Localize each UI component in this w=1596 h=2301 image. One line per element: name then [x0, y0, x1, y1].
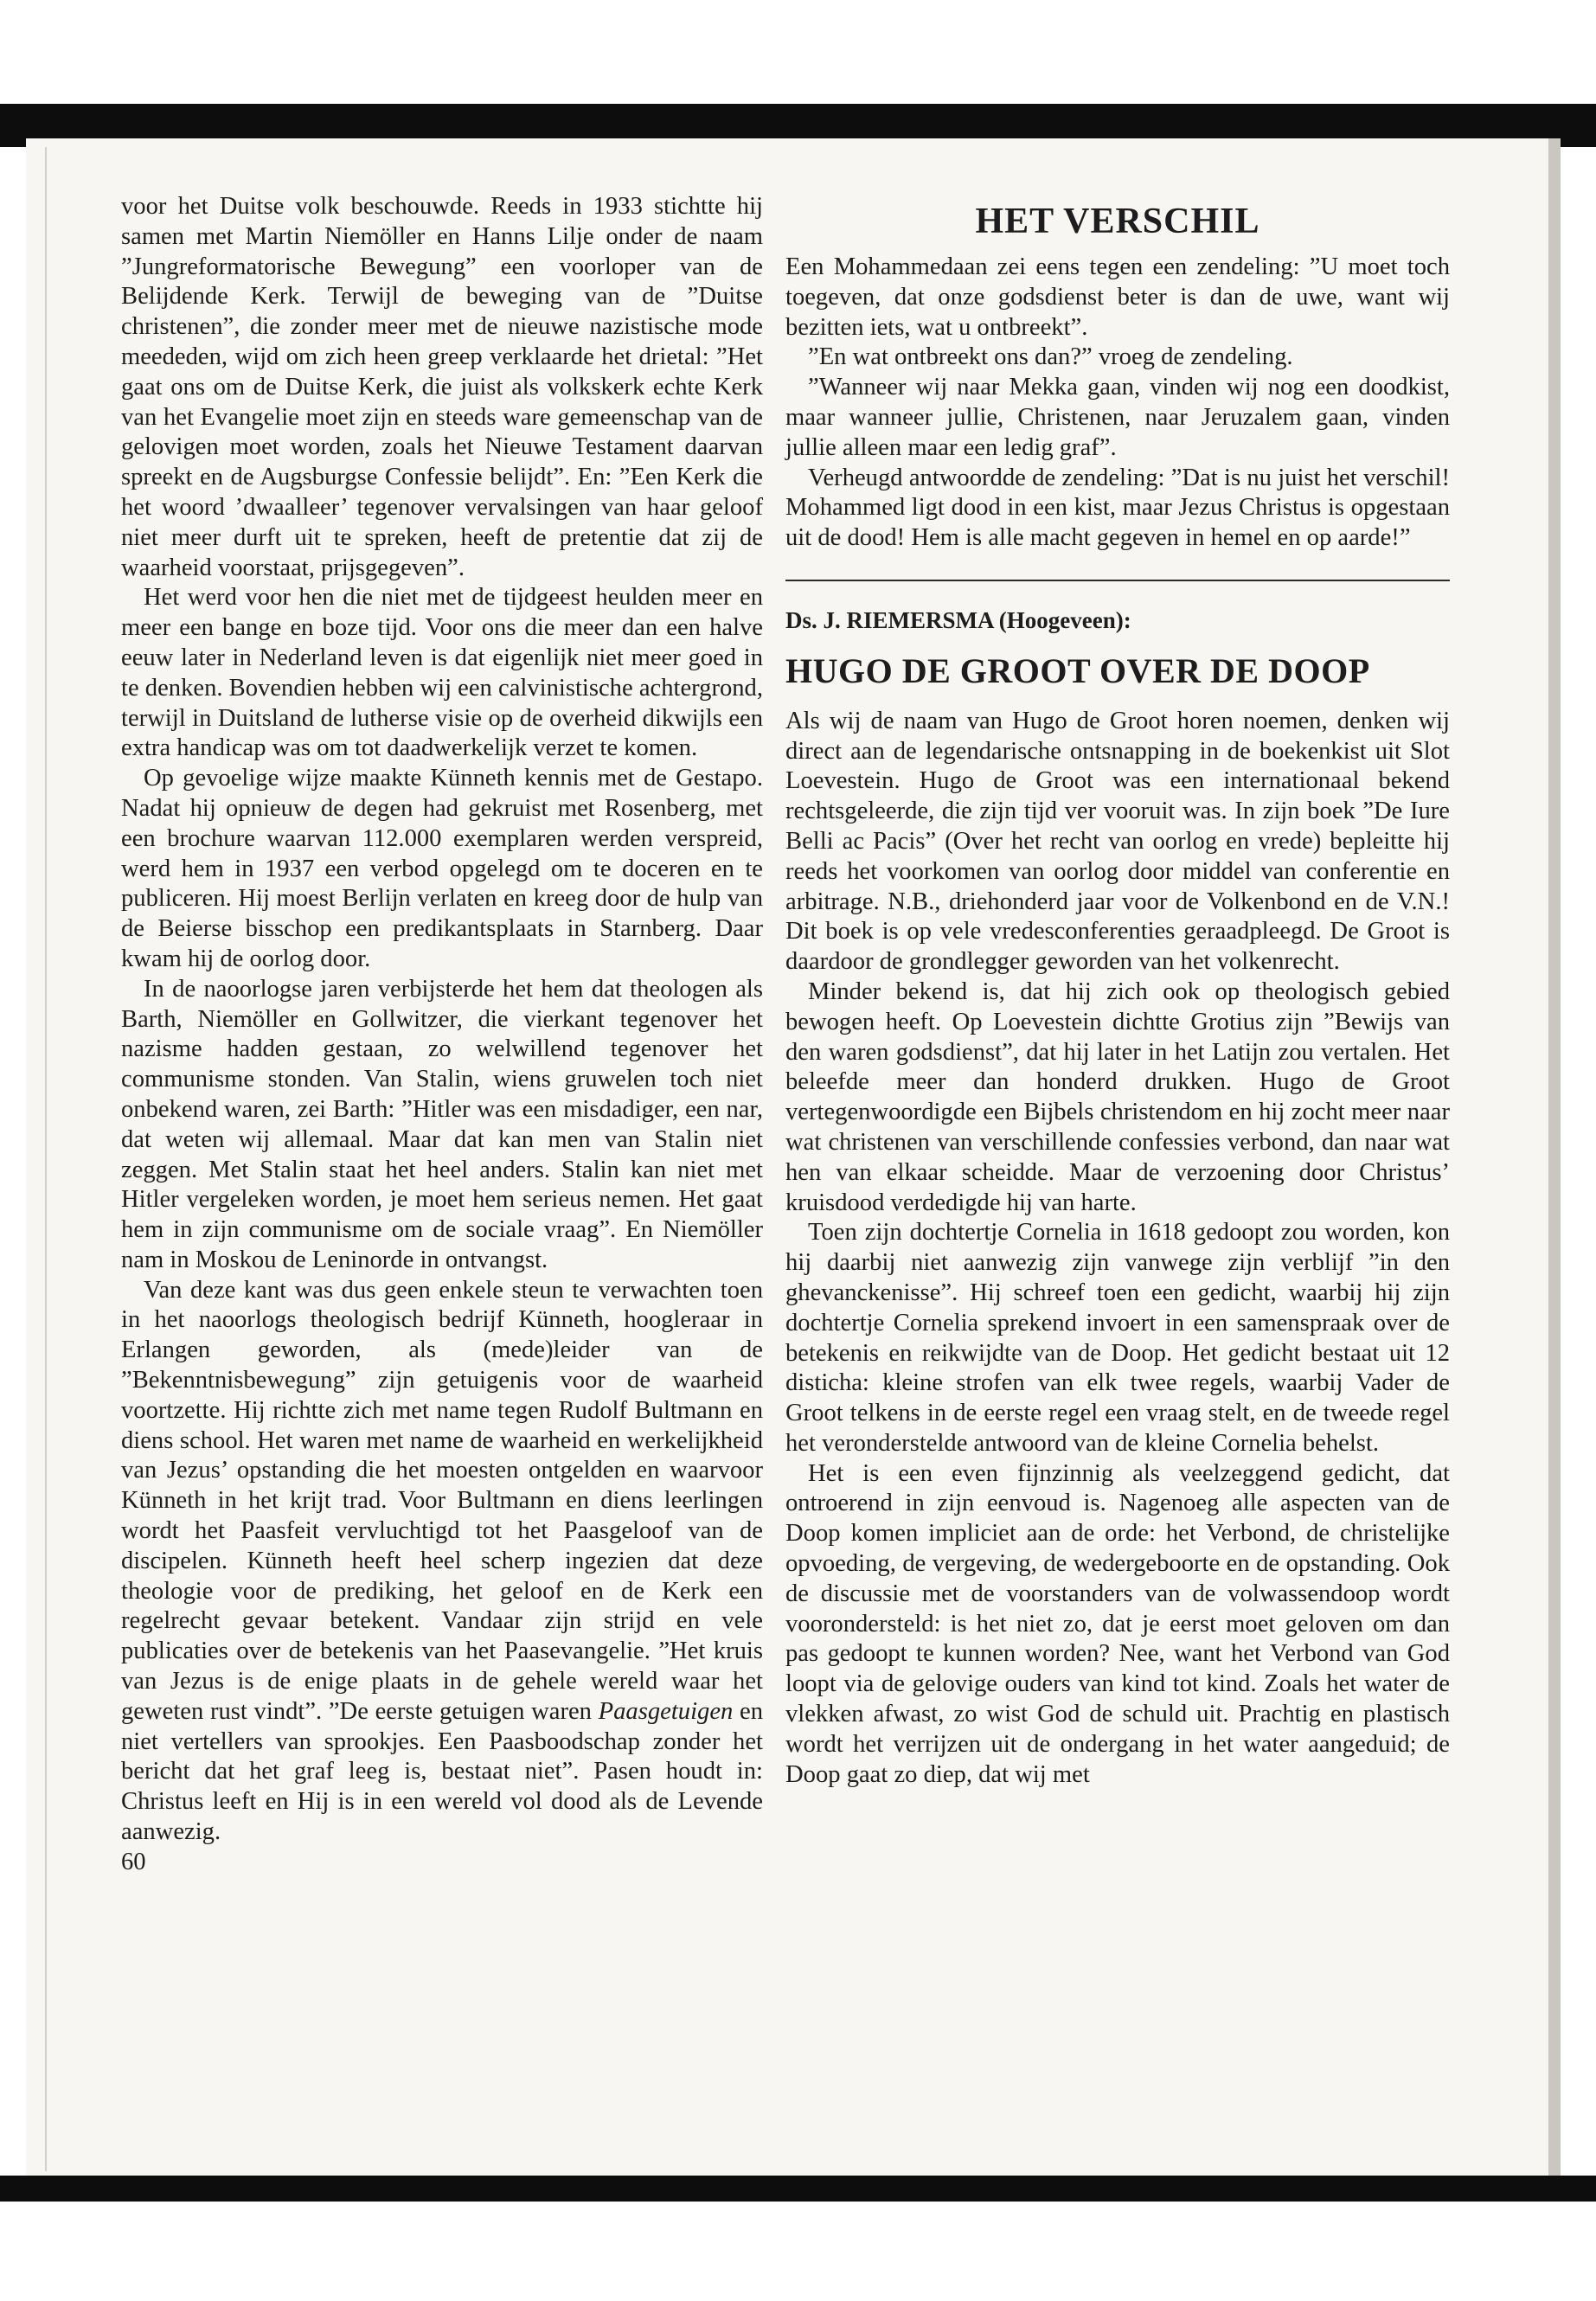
verschil-paragraph-1: Een Mohammedaan zei eens tegen een zendeling: ”U moet toch toegeven, dat onze godsdienst beter is dan de uwe, want wij bezitten iets, wat u ontbreekt”. — [785, 253, 1450, 341]
hugo-paragraph-2: Minder bekend is, dat hij zich ook op theologisch gebied bewogen heeft. Op Loevestein dichtte Grotius zijn ”Bewijs van den waren godsdienst”, dat hij later in het Latijn zou vertalen. Het beleefde meer dan honderd drukken. Hugo de Groot vertegenwoordigde een Bijbels christendom en hij zocht meer naar wat christenen van verschillende confessies verbond, dan naar wat hen van elkaar scheidde. Maar de verzoening door Christus’ kruisdood verdedigde hij van harte. — [785, 977, 1450, 1216]
left-paragraph-2: Het werd voor hen die niet met de tijdgeest heulden meer en meer een bange en boze tijd. Voor ons die meer dan een halve eeuw later in Nederland leven is dat eigenlijk niet meer goed in te denken. Bovendien hebben wij een calvinistische achtergrond, terwijl in Duitsland de lutherse visie op de overheid dikwijls een extra handicap was om tot daadwerkelijk verzet te komen. — [121, 584, 763, 762]
heading-het-verschil: HET VERSCHIL — [975, 202, 1260, 241]
italic-paasgetuigen: Paasgetuigen — [598, 1697, 734, 1725]
left-paragraph-5-text: Van deze kant was dus geen enkele steun te verwachten toen in het naoorlogs theologisch bedrijf Künneth, hoogleraar in Erlangen geworden, als (mede)leider van de ”Bekenntnisbewegung” zijn getuigenis voor de waarheid voortzette. Hij richtte zich met name tegen Rudolf Bultmann en diens school. Het waren met name de waarheid en werkelijkheid van Jezus’ opstanding die het moesten ontgelden en waarvoor Künneth in het krijt trad. Voor Bultmann en diens leerlingen wordt het Paasfeit vervluchtigd tot het Paasgeloof van de discipelen. Künneth heeft heel scherp ingezien dat deze theologie voor de prediking, het geloof en de Kerk een regelrecht gevaar betekent. Vandaar zijn strijd en vele publicaties over de betekenis van het Paasevangelie. ”Het kruis van Jezus is de enige plaats in de gehele wereld waar het geweten rust vindt”. ”De eerste getuigen waren — [121, 1276, 763, 1725]
left-paragraph-5-after-italic: en — [733, 1697, 763, 1725]
left-column — [121, 192, 763, 1878]
page-gutter-rule — [45, 147, 47, 2171]
section-divider — [785, 580, 1450, 581]
left-paragraph-3: Op gevoelige wijze maakte Künneth kennis met de Gestapo. Nadat hij opnieuw de degen had gekruist met Rosenberg, met een brochure waarvan 112.000 exemplaren werden verspreid, werd hem in 1937 een verbod opgelegd om te doceren en te publiceren. Hij moest Berlijn verlaten en kreeg door de hulp van de Beierse bisschop een predikantsplaats in Starnberg. Daar kwam hij de oorlog door. — [121, 765, 763, 972]
verschil-paragraph-3: ”Wanneer wij naar Mekka gaan, vinden wij nog een doodkist, maar wanneer jullie, Christenen, naar Jeruzalem gaan, vinden jullie alleen maar een ledig graf”. — [785, 374, 1450, 461]
left-paragraph-5 — [121, 1276, 763, 1848]
verschil-paragraph-2: ”En wat ontbreekt ons dan?” vroeg de zendeling. — [808, 343, 1293, 371]
article-author: Ds. J. RIEMERSMA (Hoogeveen): — [785, 606, 1131, 633]
right-column — [785, 192, 1450, 1790]
left-paragraph-5-continued: niet vertellers van sprookjes. Een Paasboodschap zonder het bericht dat het graf leeg is, bestaat niet”. Pasen houdt in: Christus leeft en Hij is in een wereld vol dood als de Levende aanwezig. — [121, 1727, 763, 1846]
page-number: 60 — [121, 1848, 146, 1875]
hugo-paragraph-3: Toen zijn dochtertje Cornelia in 1618 gedoopt zou worden, kon hij daarbij niet aanwezig zijn vanwege zijn verblijf ”in den ghevanckenisse”. Hij schreef toen een gedicht, waarbij hij zijn dochtertje Cornelia sprekend invoert in een samenspraak over de betekenis en reikwijdte van de Doop. Het gedicht bestaat uit 12 disticha: kleine strofen van elk twee regels, waarbij Vader de Groot telkens in de eerste regel een vraag stelt, en de tweede regel het veronderstelde antwoord van de kleine Cornelia behelst. — [785, 1219, 1450, 1457]
scanner-edge-bottom — [0, 2176, 1596, 2202]
heading-hugo-de-groot: HUGO DE GROOT OVER DE DOOP — [785, 651, 1370, 690]
verschil-paragraph-4: Verheugd antwoordde de zendeling: ”Dat is nu juist het verschil! Mohammed ligt dood in een kist, maar Jezus Christus is opgestaan uit de dood! Hem is alle macht gegeven in hemel en op aarde!” — [785, 464, 1450, 552]
hugo-paragraph-4: Het is een even fijnzinnig als veelzeggend gedicht, dat ontroerend in zijn eenvoud is. Nagenoeg alle aspecten van de Doop komen impliciet aan de orde: het Verbond, de christelijke opvoeding, de vergeving, de wedergeboorte en de opstanding. Ook de discussie met de voorstanders van de volwassendoop wordt voorondersteld: is het niet zo, dat je eerst moet geloven om dan pas gedoopt te kunnen worden? Nee, want het Verbond van God loopt via de gelovige ouders van kind tot kind. Zoals het water de vlekken afwast, zo wist God de schuld uit. Prachtig en plastisch wordt het verrijzen uit de ondergang in het water aangeduid; de Doop gaat zo diep, dat wij met — [785, 1459, 1450, 1788]
left-paragraph-4: In de naoorlogse jaren verbijsterde het hem dat theologen als Barth, Niemöller en Gollwitzer, die vierkant tegenover het nazisme hadden gestaan, zo welwillend tegenover het communisme stonden. Van Stalin, wiens gruwelen toch niet onbekend waren, zei Barth: ”Hitler was een misdadiger, een nar, dat weten wij allemaal. Maar dat kan men van Stalin niet zeggen. Met Stalin staat het heel anders. Stalin kan niet met Hitler vergeleken worden, je moet hem serieus nemen. Het gaat hem in zijn communisme om de sociale vraag”. En Niemöller nam in Moskou de Leninorde in ontvangst. — [121, 975, 763, 1273]
left-paragraph-1: voor het Duitse volk beschouwde. Reeds in 1933 stichtte hij samen met Martin Niemöller en Hanns Lilje onder de naam ”Jungreformatorische Bewegung” een voorloper van de Belijdende Kerk. Terwijl de beweging van de ”Duitse christenen”, die zonder meer met de nieuwe nazistische mode meededen, wijd om zich heen greep verklaarde het drietal: ”Het gaat ons om de Duitse Kerk, die juist als volkskerk echte Kerk van het Evangelie moet zijn en steeds ware gemeenschap van de gelovigen moet worden, zoals het Nieuwe Testament daarvan spreekt en de Augsburgse Confessie belijdt”. En: ”Een Kerk die het woord ’dwaalleer’ tegenover vervalsingen van haar geloof niet meer durft uit te spreken, heeft de pretentie dat zij de waarheid voorstaat, prijsgegeven”. — [121, 193, 763, 581]
book-page — [26, 138, 1561, 2180]
hugo-paragraph-1: Als wij de naam van Hugo de Groot horen noemen, denken wij direct aan de legendarische ontsnapping in de boekenkist uit Slot Loevestein. Hugo de Groot was een internationaal bekend rechtsgeleerde, die zijn tijd ver vooruit was. In zijn boek ”De Iure Belli ac Pacis” (Over het recht van oorlog en vrede) bepleitte hij reeds het voorkomen van oorlog door middel van conferentie en arbitrage. N.B., driehonderd jaar voor de Volkenbond en de V.N.! Dit boek is op vele vredesconferenties geraadpleegd. De Groot is daardoor de grondlegger geworden van het volkenrecht. — [785, 707, 1450, 976]
